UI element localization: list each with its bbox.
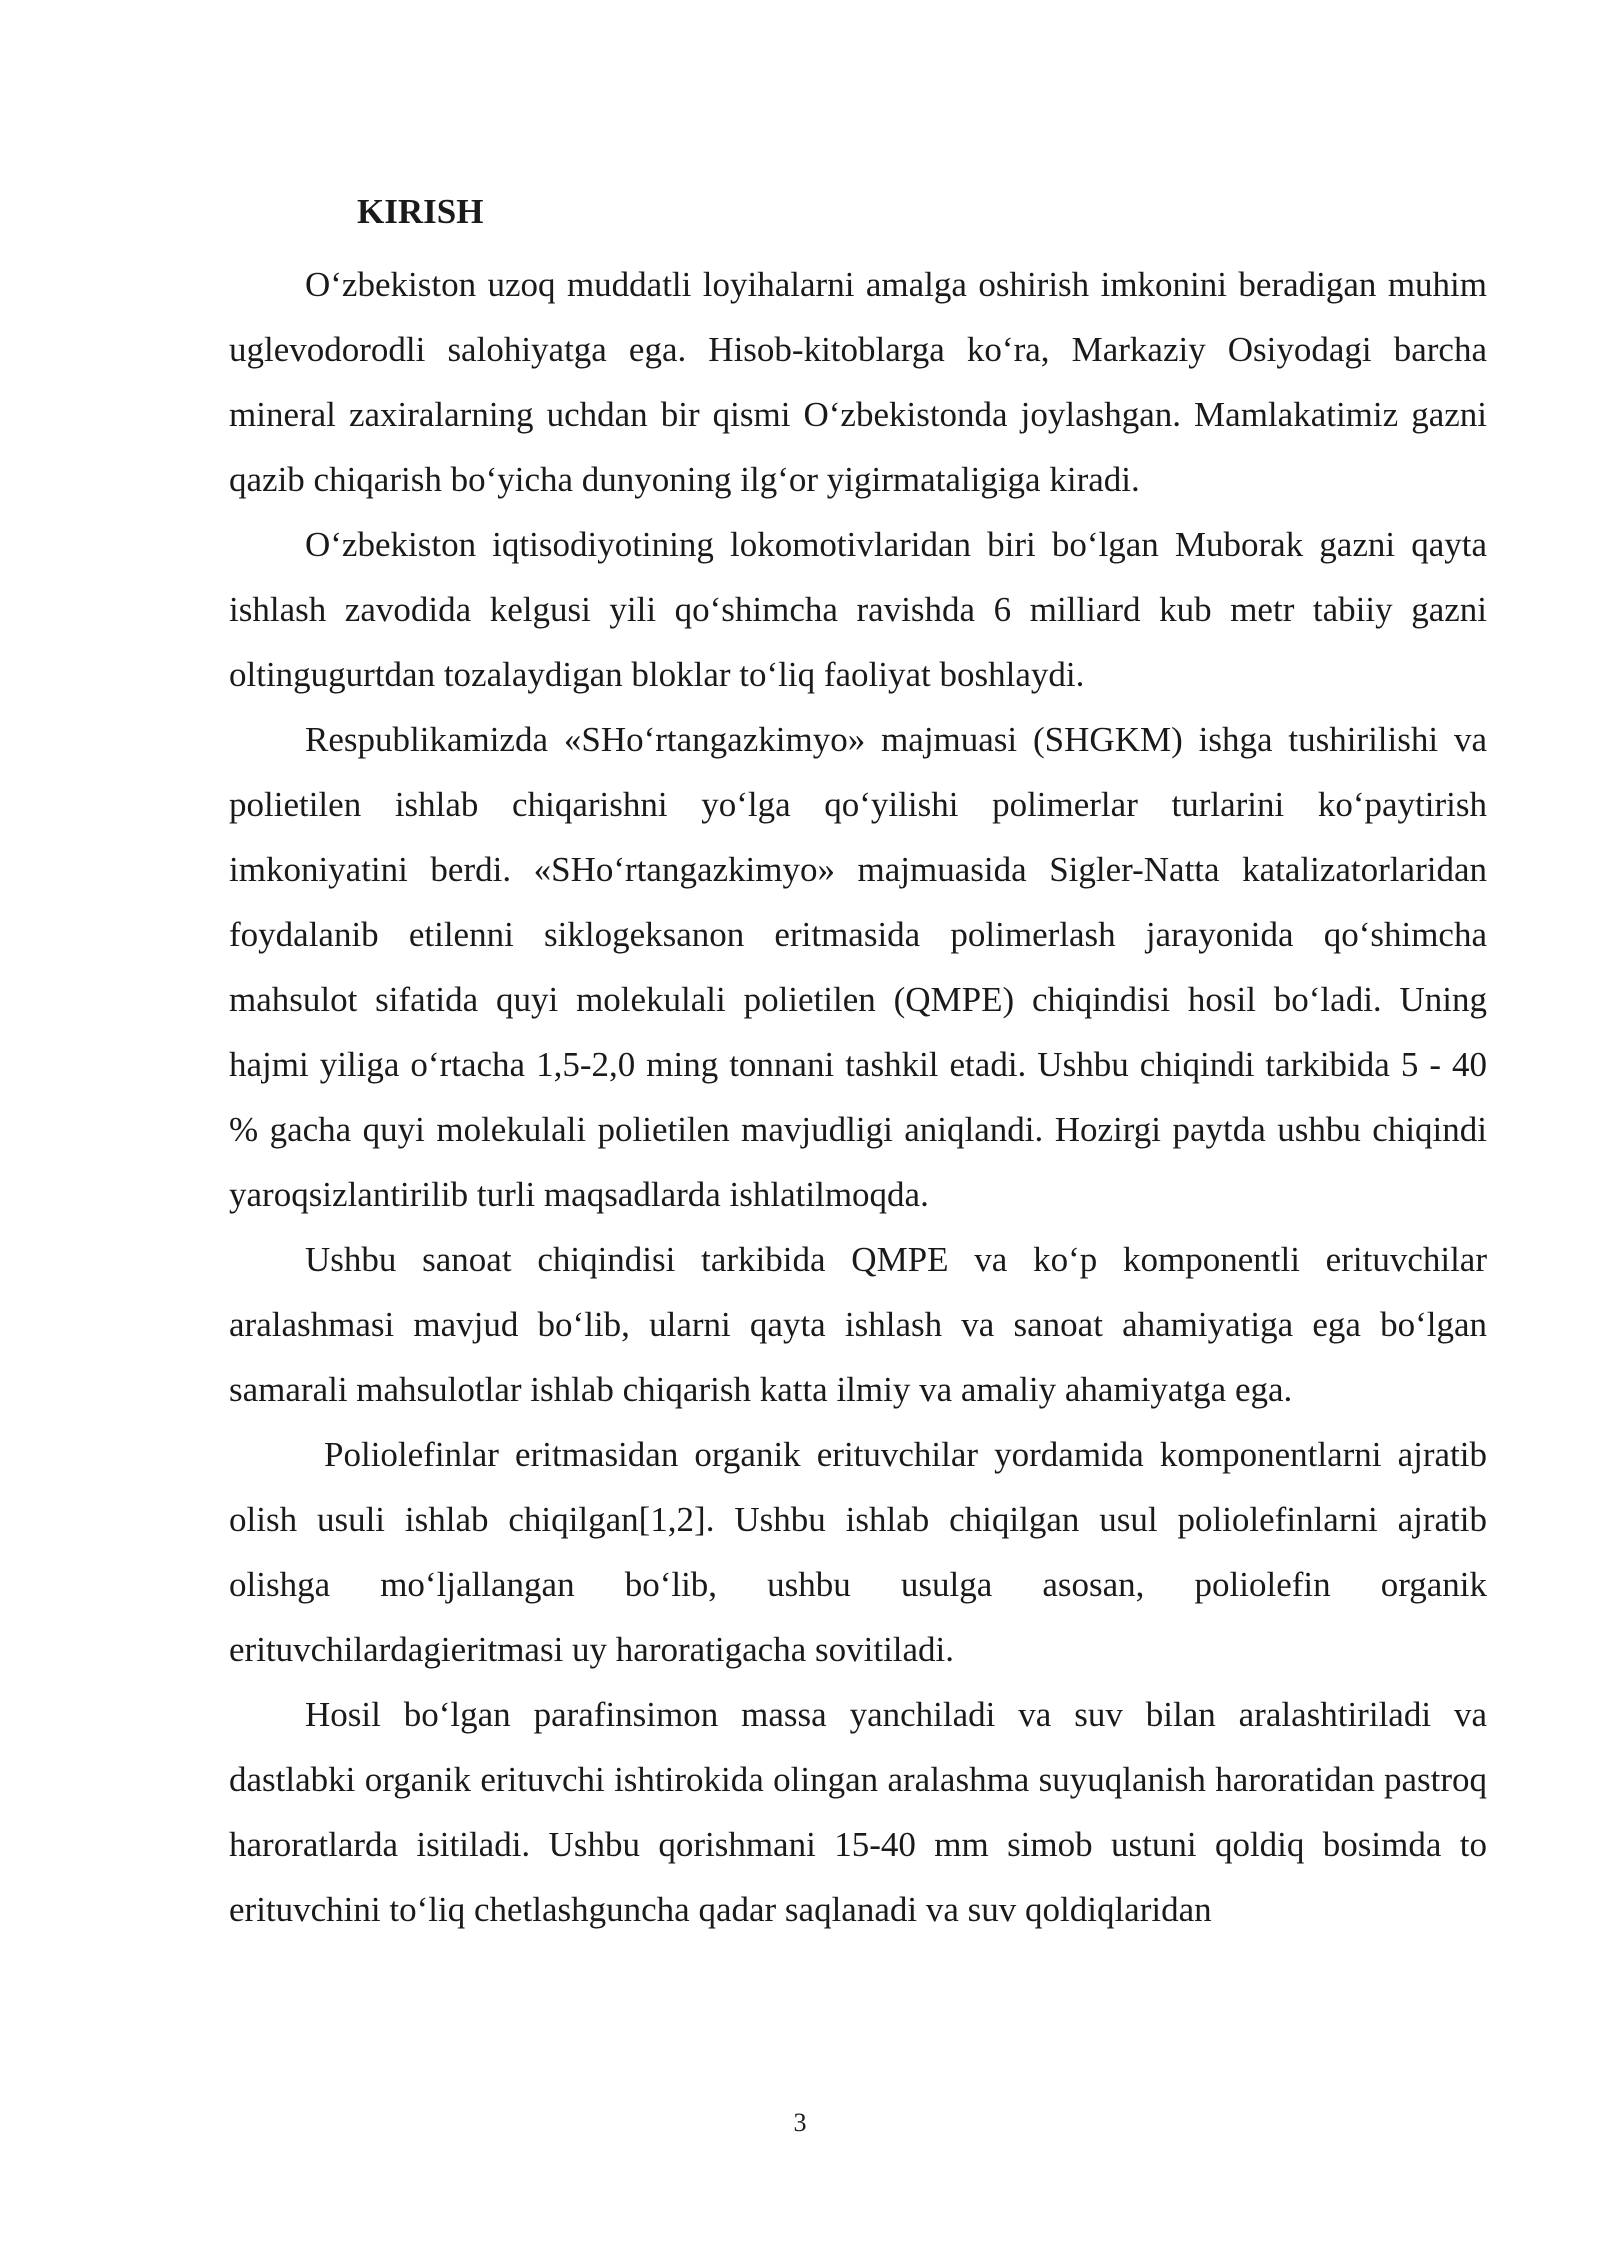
paragraph-4: Ushbu sanoat chiqindisi tarkibida QMPE va ko‘p komponentli erituvchilar aralashmasi mavjud bo‘lib, ularni qayta ishlash va sanoat ahamiyatiga ega bo‘lgan samarali mahsulotlar ishlab chiqarish katta ilmiy va amaliy ahamiyatga ega.	[229, 1240, 1487, 1409]
paragraph-5: Poliolefinlar eritmasidan organik erituvchilar yordamida komponentlarni ajratib olish usuli ishlab chiqilgan[1,2]. Ushbu ishlab chiqilgan usul poliolefinlarni ajratib olishga mo‘ljallangan bo‘lib, ushbu usulga asosan, poliolefin organik erituvchilardagieritmasi uy haroratigacha sovitiladi.	[229, 1435, 1487, 1669]
body-text	[229, 252, 1487, 1942]
section-heading: KIRISH	[357, 192, 484, 231]
paragraph-1: O‘zbekiston uzoq muddatli loyihalarni amalga oshirish imkonini beradigan muhim uglevodorodli salohiyatga ega. Hisob-kitoblarga ko‘ra, Markaziy Osiyodagi barcha mineral zaxiralarning uchdan bir qismi O‘zbekistonda joylashgan. Mamlakatimiz gazni qazib chiqarish bo‘yicha dunyoning ilg‘or yigirmataligiga kiradi.	[229, 265, 1487, 499]
page-number: 3	[793, 2108, 807, 2137]
paragraph-6: Hosil bo‘lgan parafinsimon massa yanchiladi va suv bilan aralashtiriladi va dastlabki organik erituvchi ishtirokida olingan aralashma suyuqlanish haroratidan pastroq haroratlarda isitiladi. Ushbu qorishmani 15-40 mm simob ustuni qoldiq bosimda to erituvchini to‘liq chetlashguncha qadar saqlanadi va suv qoldiqlaridan	[229, 1695, 1487, 1929]
paragraph-2: O‘zbekiston iqtisodiyotining lokomotivlaridan biri bo‘lgan Muborak gazni qayta ishlash zavodida kelgusi yili qo‘shimcha ravishda 6 milliard kub metr tabiiy gazni oltingugurtdan tozalaydigan bloklar to‘liq faoliyat boshlaydi.	[229, 525, 1487, 694]
paragraph-3: Respublikamizda «SHo‘rtangazkimyo» majmuasi (SHGKM) ishga tushirilishi va polietilen ishlab chiqarishni yo‘lga qo‘yilishi polimerlar turlarini ko‘paytirish imkoniyatini berdi. «SHo‘rtangazkimyo» majmuasida Sigler-Natta katalizatorlaridan foydalanib etilenni siklogeksanon eritmasida polimerlash jarayonida qo‘shimcha mahsulot sifatida quyi molekulali polietilen (QMPE) chiqindisi hosil bo‘ladi. Uning hajmi yiliga o‘rtacha 1,5-2,0 ming tonnani tashkil etadi. Ushbu chiqindi tarkibida 5 - 40 % gacha quyi molekulali polietilen mavjudligi aniqlandi. Hozirgi paytda ushbu chiqindi yaroqsizlantirilib turli maqsadlarda ishlatilmoqda.	[229, 720, 1487, 1214]
